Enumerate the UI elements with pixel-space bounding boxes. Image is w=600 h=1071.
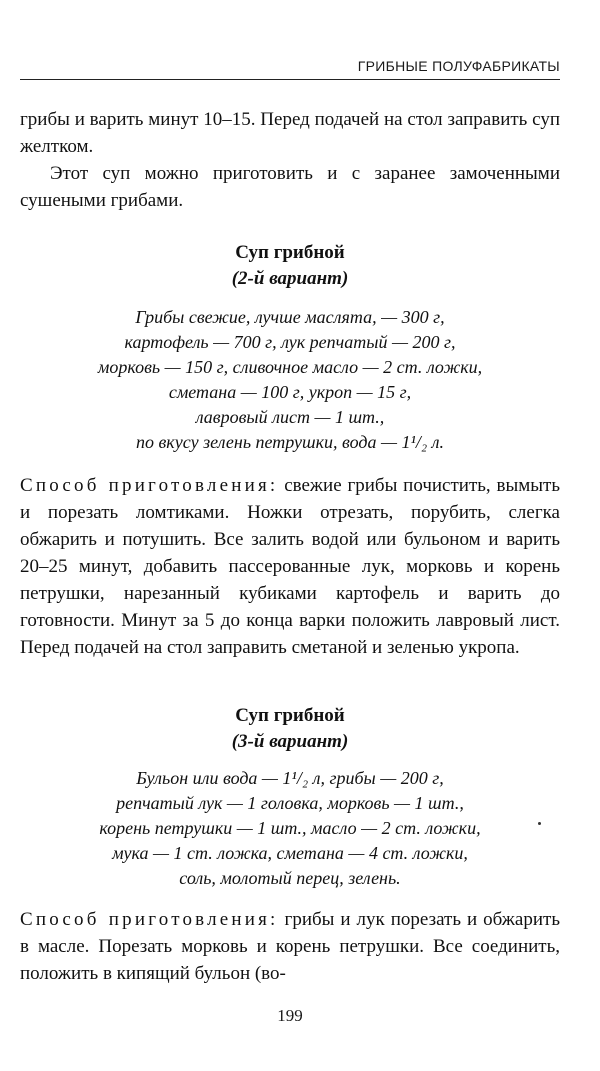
ingredient-line: Бульон или вода — 1¹/₂ л, грибы — 200 г, bbox=[136, 768, 444, 788]
recipe-3-heading bbox=[20, 703, 560, 755]
running-head: ГРИБНЫЕ ПОЛУФАБРИКАТЫ bbox=[357, 58, 560, 74]
recipe-3-variant: (3-й вариант) bbox=[231, 731, 349, 752]
print-speck bbox=[538, 822, 541, 825]
intro-paragraph-2: Этот суп можно приготовить и с заранее замоченными сушеными грибами. bbox=[20, 163, 560, 211]
method-label: Способ приготовления: bbox=[20, 475, 279, 496]
ingredient-line: картофель — 700 г, лук репчатый — 200 г, bbox=[124, 332, 456, 352]
ingredient-line: по вкусу зелень петрушки, вода — 1¹/₂ л. bbox=[135, 432, 444, 452]
ingredient-line: морковь — 150 г, сливочное масло — 2 ст. ложки, bbox=[97, 357, 483, 377]
method-label: Способ приготовления: bbox=[20, 909, 279, 930]
header-rule bbox=[20, 79, 560, 80]
recipe-2-title: Суп грибной bbox=[235, 242, 345, 263]
ingredient-line: репчатый лук — 1 головка, морковь — 1 шт., bbox=[116, 793, 464, 813]
book-page bbox=[20, 0, 560, 1071]
ingredient-line: сметана — 100 г, укроп — 15 г, bbox=[168, 382, 412, 402]
recipe-2-heading bbox=[20, 240, 560, 292]
ingredient-line: корень петрушки — 1 шт., масло — 2 ст. ложки, bbox=[99, 818, 481, 838]
method-text: грибы и лук порезать и обжарить в масле. Порезать морковь и корень петрушки. Все соединить, положить в кипящий бульон (во- bbox=[20, 909, 560, 984]
recipe-3-title: Суп грибной bbox=[235, 705, 345, 726]
page-number: 199 bbox=[277, 1006, 303, 1025]
recipe-2-variant: (2-й вариант) bbox=[231, 268, 349, 289]
recipe-2-ingredients bbox=[20, 305, 560, 455]
ingredient-line: соль, молотый перец, зелень. bbox=[179, 868, 401, 888]
recipe-2-method bbox=[20, 472, 560, 661]
recipe-3-ingredients bbox=[20, 766, 560, 891]
intro-paragraph-1: грибы и варить минут 10–15. Перед подачей на стол заправить суп желтком. bbox=[20, 109, 560, 157]
intro-section bbox=[20, 106, 560, 214]
ingredient-line: мука — 1 ст. ложка, сметана — 4 ст. ложки, bbox=[112, 843, 468, 863]
method-text: свежие грибы почистить, вымыть и порезать ломтиками. Ножки отрезать, порубить, слегка обжарить и потушить. Все залить водой или бульоном и варить 20–25 минут, добавить пассерованные лук, морковь и корень петрушки, нарезанный кубиками картофель и варить до готовности. Минут за 5 до конца варки положить лавровый лист. Перед подачей на стол заправить сметаной и зеленью укропа. bbox=[20, 475, 560, 658]
ingredient-line: лавровый лист — 1 шт., bbox=[195, 407, 385, 427]
ingredient-line: Грибы свежие, лучше маслята, — 300 г, bbox=[135, 307, 445, 327]
recipe-3-method bbox=[20, 906, 560, 987]
